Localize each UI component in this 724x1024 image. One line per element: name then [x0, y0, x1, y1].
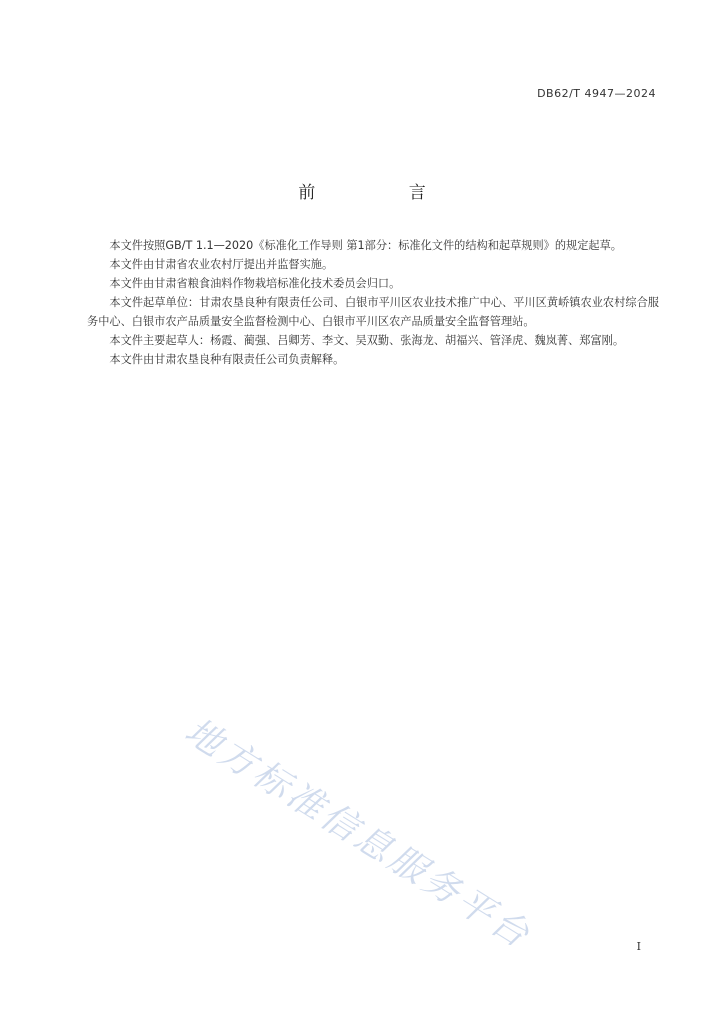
foreword-body	[87, 236, 659, 369]
paragraph-drafting-rules: 本文件按照GB/T 1.1—2020《标准化工作导则 第1部分：标准化文件的结构和起草规则》的规定起草。	[109, 239, 622, 252]
page-number: I	[636, 940, 641, 953]
watermark: 地方标准信息服务平台	[177, 710, 539, 958]
section-title: 前 言	[298, 183, 470, 203]
document-code: DB62/T 4947—2024	[537, 87, 656, 100]
paragraph-proposer: 本文件由甘肃省农业农村厅提出并监督实施。	[109, 258, 334, 271]
paragraph-interpretation: 本文件由甘肃农垦良种有限责任公司负责解释。	[109, 353, 345, 366]
paragraph-drafting-units: 本文件起草单位：甘肃农垦良种有限责任公司、白银市平川区农业技术推广中心、平川区黄峤镇农业农村综合服务中心、白银市农产品质量安全监督检测中心、白银市平川区农产品质量安全监督管理站。	[87, 296, 659, 328]
paragraph-centralized-management: 本文件由甘肃省粮食油料作物栽培标准化技术委员会归口。	[109, 277, 401, 290]
paragraph-main-drafters: 本文件主要起草人：杨霞、蔺强、吕卿芳、李文、吴双勤、张海龙、胡福兴、管泽虎、魏岚菁、郑富刚。	[109, 334, 625, 347]
